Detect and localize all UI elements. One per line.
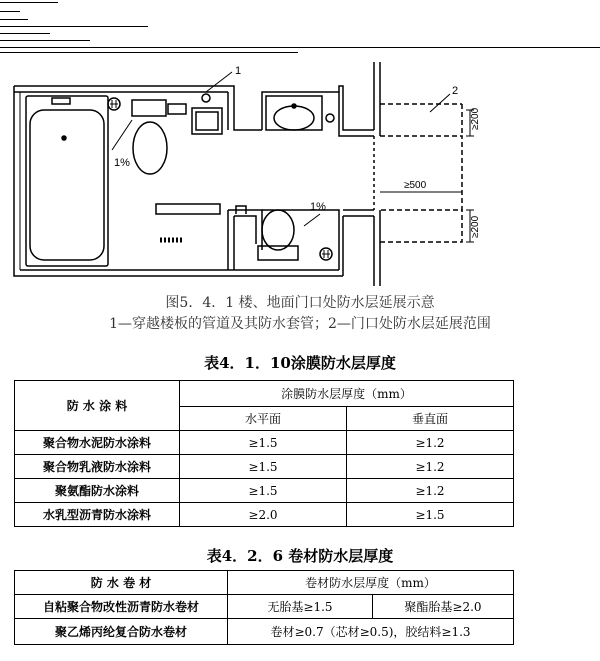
table1-cell-vertical: ≥1.5 bbox=[346, 503, 513, 527]
rule-line-7 bbox=[0, 47, 600, 48]
callout-2: 2 bbox=[452, 85, 459, 97]
rule-line-2 bbox=[0, 11, 20, 12]
table1-header-material: 防 水 涂 料 bbox=[15, 381, 180, 431]
callout-1: 1 bbox=[235, 65, 242, 77]
table-row bbox=[15, 479, 514, 503]
table2-title: 表4．2．6 卷材防水层厚度 bbox=[206, 547, 394, 565]
table1-cell-horizontal: ≥1.5 bbox=[180, 455, 347, 479]
table1-cell-material: 水乳型沥青防水涂料 bbox=[15, 503, 180, 527]
table-row bbox=[15, 503, 514, 527]
dim-200-top: ≥200 bbox=[470, 107, 481, 130]
rule-line-5 bbox=[0, 33, 50, 34]
table2-cell-material: 自粘聚合物改性沥青防水卷材 bbox=[15, 595, 228, 619]
table1-cell-material: 聚合物乳液防水涂料 bbox=[15, 455, 180, 479]
rule-line-3 bbox=[0, 19, 28, 20]
table1-cell-material: 聚合物水泥防水涂料 bbox=[15, 431, 180, 455]
table1-cell-vertical: ≥1.2 bbox=[346, 479, 513, 503]
table1-cell-horizontal: ≥1.5 bbox=[180, 431, 347, 455]
table1-cell-horizontal: ≥1.5 bbox=[180, 479, 347, 503]
table1-header-horizontal: 水平面 bbox=[180, 407, 347, 431]
table2-header-thickness: 卷材防水层厚度（mm） bbox=[228, 571, 514, 595]
slope-left-label: 1% bbox=[114, 157, 130, 169]
rule-line-1 bbox=[0, 2, 58, 3]
rule-line-4 bbox=[0, 26, 148, 27]
table1-cell-vertical: ≥1.2 bbox=[346, 455, 513, 479]
table2-cell-value: 卷材≥0.7（芯材≥0.5)，胶结料≥1.3 bbox=[228, 619, 514, 645]
table-row bbox=[15, 431, 514, 455]
table2-cell-col-a: 无胎基≥1.5 bbox=[228, 595, 373, 619]
rule-line-6 bbox=[0, 40, 90, 41]
rule-line-8 bbox=[0, 52, 298, 53]
slope-right-label: 1% bbox=[310, 201, 326, 213]
dim-500: ≥500 bbox=[404, 180, 427, 191]
floor-plan-figure bbox=[0, 56, 600, 286]
table-row bbox=[15, 455, 514, 479]
figure-caption-line2: 1—穿越楼板的管道及其防水套管；2—门口处防水层延展范围 bbox=[109, 316, 491, 332]
figure-caption-line1: 图5．4．1 楼、地面门口处防水层延展示意 bbox=[165, 295, 435, 311]
table1-header-group: 涂膜防水层厚度（mm） bbox=[180, 381, 514, 407]
table1-cell-material: 聚氨酯防水涂料 bbox=[15, 479, 180, 503]
table1-cell-vertical: ≥1.2 bbox=[346, 431, 513, 455]
table2-cell-col-b: 聚酯胎基≥2.0 bbox=[373, 595, 514, 619]
dim-200-bottom: ≥200 bbox=[470, 215, 481, 238]
table2 bbox=[14, 570, 514, 645]
table2-header-material: 防 水 卷 材 bbox=[15, 571, 228, 595]
table1 bbox=[14, 380, 514, 527]
table1-title: 表4．1．10涂膜防水层厚度 bbox=[204, 354, 396, 372]
table1-cell-horizontal: ≥2.0 bbox=[180, 503, 347, 527]
table2-cell-material: 聚乙烯丙纶复合防水卷材 bbox=[15, 619, 228, 645]
table-row bbox=[15, 595, 514, 619]
table1-header-vertical: 垂直面 bbox=[346, 407, 513, 431]
table-row bbox=[15, 619, 514, 645]
